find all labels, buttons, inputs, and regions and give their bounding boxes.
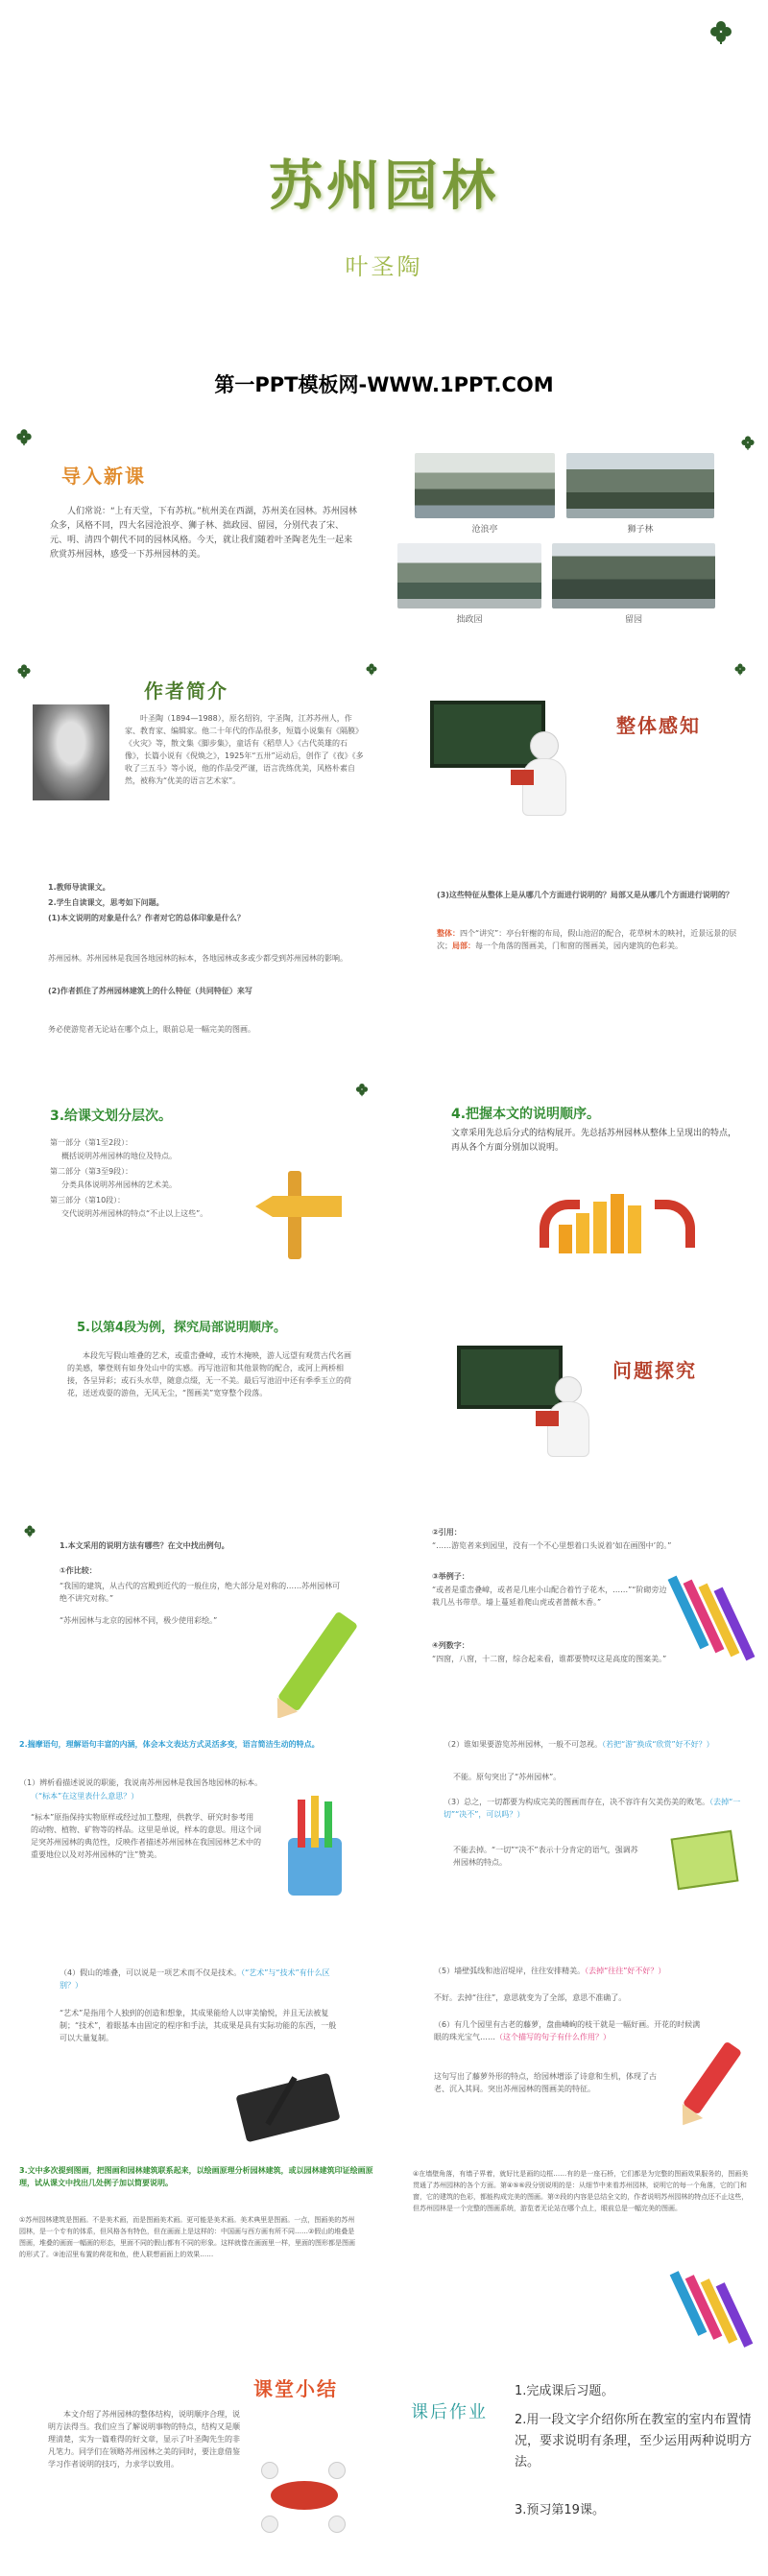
part-label: 第一部分（第1至2段）： xyxy=(50,1138,133,1147)
section-heading: 导入新课 xyxy=(61,465,146,488)
part-desc: 概括说明苏州园林的地位及特点。 xyxy=(61,1152,177,1160)
method-example: “或者是重峦叠嶂，或者是几座小山配合着竹子花木，……”“阶砌旁边栽几丛书带草。墙上蔓延着爬山虎或者蔷薇木香。” xyxy=(432,1586,667,1607)
garden-photo xyxy=(552,543,715,608)
sentence-text xyxy=(434,2018,703,2043)
watermark-text: 第一PPT模板网-WWW.1PPT.COM xyxy=(214,373,554,396)
question-text: 1.本文采用的说明方法有哪些？在文中找出例句。 xyxy=(60,1541,229,1550)
garden-photo xyxy=(415,453,555,518)
analysis-text: ①苏州园林建筑是图画。不是美术画，而是图画美术画。更可能是美术画。美术典里是图画。一点，图画美的苏州园林，是一个专有的体系，但风格各有特色，但在画面上是这样的：中国画与西方画有所不同……②假山的堆叠是图画，堆叠的画面一幅画的形态，里面不同的假山都有不同的形象。这样就像在画面里一样，里面的图形都是图画的形式了。③池沼里布置的荷花和鱼，使人联想画面上的效果…… xyxy=(19,2216,355,2258)
garden-photo xyxy=(566,453,714,518)
figure-body xyxy=(522,758,566,816)
analysis-text: ④在墙壁角落，有墙子界着，就好比是画的边框……有的是一座石桥，它们都是为完整的图画效果服务的，图画美贯通了苏州园林的各个方面。第④⑤⑥段分别说明的是：从细节中来看苏州园林，说明它的每一个角落，它的门和窗，它的建筑的色彩，都能构成完美的图画。第⑦段的内容是总结全文的，作者说明苏州园林的特点还不止这些，但苏州园林是一个完整的图画系统，游览者无论站在哪个点上，眼前总是一幅完美的图画。 xyxy=(413,2170,749,2212)
clover-icon xyxy=(741,436,754,448)
author-name: 叶圣陶 xyxy=(345,253,423,280)
section-heading: 课后作业 xyxy=(411,2402,488,2422)
clover-icon xyxy=(356,1084,368,1095)
answer-block xyxy=(437,927,739,952)
question-note: （“标本”在这里表什么意思？） xyxy=(31,1792,139,1801)
answer-text: 不好。去掉“往往”，意思就变为了全部，意思不准确了。 xyxy=(434,1993,627,2002)
notebook-icon xyxy=(671,1830,739,1890)
answer-label: 整体： xyxy=(437,929,460,938)
author-portrait xyxy=(33,704,109,800)
question-note: （“艺术”与“技术”有什么区别？） xyxy=(60,1968,330,1990)
answer-text: 每一个角落的图画美，门和窗的图画美，园内建筑的色彩美。 xyxy=(475,942,683,950)
question-note: （这个描写的句子有什么作用？） xyxy=(495,2033,611,2041)
answer-text: 苏州园林。苏州园林是我国各地园林的标本，各地园林或多或少都受到苏州园林的影响。 xyxy=(48,954,348,963)
paragraph-analysis: 本段先写假山堆叠的艺术，或重峦叠嶂，或竹木掩映，游人远望有观赏古代名画的美感，攀登则有如身处山中的实感。再写池沼和其他景物的配合，或河上两桥相接，各呈异彩；或石头水草，随意点缀，无一不美。最后写池沼中还有季季玉立的荷花，送送戏耍的游鱼，无风无尘，“图画美”宽穿整个段落。 xyxy=(67,1351,351,1397)
question-text: (2)作者抓住了苏州园林建筑上的什么特征（共同特征）来写 xyxy=(48,987,252,995)
photo-caption: 留园 xyxy=(624,615,642,625)
figure-person xyxy=(530,731,559,760)
answer-text: 这句写出了藤萝外形的特点，给园林增添了诗意和生机，体现了古老、沉入其间。突出苏州园林的图画美的特征。 xyxy=(434,2072,657,2093)
sentence-text xyxy=(60,1967,338,1992)
task-heading: 3.文中多次提到图画，把图画和园林建筑联系起来，以绘画原理分析园林建筑，或以园林建筑印证绘画原理，试从课文中找出几处例子加以简要说明。 xyxy=(19,2166,373,2187)
part-desc: 交代说明苏州园林的特点“不止以上这些”。 xyxy=(61,1209,208,1218)
chalkboard-figure xyxy=(430,701,545,768)
part-label: 第二部分（第3至9段）： xyxy=(50,1167,133,1176)
answer-text: 四个“讲究”：亭台轩榭的布局，假山池沼的配合，花草树木的映衬，近景远景的层次； xyxy=(437,929,737,950)
method-example: “我国的建筑，从古代的宫殿到近代的一般住房，绝大部分是对称的……苏州园林可绝不讲究对称。” xyxy=(60,1582,341,1603)
question-text: (3)这些特征从整体上是从哪几个方面进行说明的？局部又是从哪几个方面进行说明的？ xyxy=(437,891,733,899)
slide-intro xyxy=(0,422,768,653)
question-text: (1)本文说明的对象是什么？作者对它的总体印象是什么？ xyxy=(48,914,245,922)
sentence-main: （3）总之，一切都要为构成完美的图画而存在，决不容许有欠美伤美的败笔。 xyxy=(444,1798,710,1806)
photo-caption: 拙政园 xyxy=(456,615,483,625)
arrow-red xyxy=(540,1200,580,1248)
sentence-text xyxy=(434,1965,703,1977)
book-icon xyxy=(511,770,534,785)
answer-text: 不能去掉。“一切”“决不”表示十分肯定的语气，强调苏州园林的特点。 xyxy=(453,1846,638,1867)
method-label: ③举例子： xyxy=(432,1572,469,1581)
sentence-main: （2）谁如果要游览苏州园林，一般不可忽视。 xyxy=(444,1740,603,1749)
slide-author xyxy=(0,655,394,856)
section-heading: 5.以第4段为例，探究局部说明顺序。 xyxy=(77,1321,287,1335)
section-heading: 课堂小结 xyxy=(253,2377,338,2400)
method-example: “苏州园林与北京的园林不同，极少使用彩绘。” xyxy=(60,1616,218,1625)
pencils-icon xyxy=(684,1574,751,1670)
part-label: 第三部分（第10段）： xyxy=(50,1196,126,1205)
sentence-main: （5）墙壁弧线和池沼堤岸，往往安排精美。 xyxy=(434,1967,586,1975)
sentence-main: （6）有几个园里有古老的藤萝，盘曲嶙峋的枝干就是一幅好画。开花的时候满眼的珠光宝气…… xyxy=(434,2020,701,2041)
slide-painting-2 xyxy=(396,2155,768,2356)
question-note: （去掉“往往”好不好？） xyxy=(585,1967,666,1975)
analysis-text: “艺术”是指用个人独到的创造和想象，其成果能给人以审美愉悦，并且无法被复制；“技术”，着眼基本由固定的程序和手法，其成果是具有实际功能的东西，一般可以大量复制。 xyxy=(60,2009,337,2042)
slide-language-3 xyxy=(0,1944,389,2145)
slide-questions-2 xyxy=(398,864,768,1056)
slide-local-order xyxy=(0,1296,389,1497)
slide-order xyxy=(396,1075,768,1276)
photo-caption: 沧浪亭 xyxy=(471,525,498,535)
slide-language-1 xyxy=(0,1723,389,1924)
slide-questions-1 xyxy=(0,864,389,1056)
pencil-in-cup xyxy=(298,1800,305,1848)
author-bio: 叶圣陶（1894—1988），原名绍钧，字圣陶，江苏苏州人，作家、教育家、编辑家。他二十年代的作品很多，短篇小说集有《隔膜》《火灾》等，散文集《脚步集》，童话有《稻草人》《古代英雄的石像》，长篇小说有《倪焕之》，1925年“五卅”运动后，创作了《夜》《多收了三五斗》等小说，他的作品受严谨，语言洗练优美，风格朴素自然，被称为“优美的语言艺术家”。 xyxy=(125,714,364,785)
sentence-main: （4）假山的堆叠，可以说是一项艺术而不仅是技术。 xyxy=(60,1968,242,1977)
clover-icon xyxy=(710,21,732,42)
page-title: 苏州园林 xyxy=(269,155,499,218)
question-note: （若把“游”换成“欣赏”好不好？） xyxy=(602,1740,714,1749)
clover-icon xyxy=(16,429,31,443)
chalkboard-figure xyxy=(457,1346,563,1409)
pencil-icon xyxy=(683,2040,742,2114)
order-text: 文章采用先总后分式的结构展开。先总括苏州园林从整体上呈现出的特点，再从各个方面分别加以说明。 xyxy=(451,1129,737,1153)
homework-item: 3.预习第19课。 xyxy=(515,2503,605,2517)
section-heading: 4.把握本文的说明顺序。 xyxy=(451,1107,601,1122)
homework-item: 1.完成课后习题。 xyxy=(515,2384,614,2398)
question-note: （去掉“一切”“决不”，可以吗？） xyxy=(444,1798,741,1819)
method-example: “四窗，八窗，十二窗，综合起来看，谁都要赞叹这是高度的图案美。” xyxy=(432,1655,667,1663)
section-heading: 3.给课文划分层次。 xyxy=(50,1109,173,1124)
slide-language-2 xyxy=(396,1723,768,1924)
summary-text: 本文介绍了苏州园林的整体结构，说明顺序合理，说明方法得当。我们应当了解说明事物的特点，结构又是顺理清楚，实为一篇难得的好文章，显示了叶圣陶先生的非凡笔力。同学们在领略苏州园林之美的同时，要注意借鉴学习作者说明的技巧，力求学以致用。 xyxy=(48,2410,240,2469)
sentence-text xyxy=(444,1796,751,1821)
section-heading: 作者简介 xyxy=(144,680,228,703)
figure-body xyxy=(547,1401,589,1457)
clover-icon xyxy=(25,1526,36,1537)
method-label: ①作比较： xyxy=(60,1566,97,1575)
slide-overview xyxy=(396,655,768,856)
pencil-in-cup xyxy=(324,1801,332,1848)
slide-inquiry xyxy=(396,1296,768,1497)
homework-item: 2.用一段文字介绍你所在教室的室内布置情况，要求说明有条理，至少运用两种说明方法。 xyxy=(515,2413,753,2469)
intro-text: 人们常说：“上有天堂，下有苏杭。”杭州美在西湖，苏州美在园林。苏州园林众多，风格不同，四大名园沧浪亭、狮子林、拙政园、留园，分别代表了宋、元、明、清四个朝代不同的园林风格。今天，就让我们随着叶圣陶老先生一起来欣赏苏州园林，感受一下苏州园林的美。 xyxy=(50,507,357,560)
method-label: ②引用： xyxy=(432,1528,462,1537)
clover-icon xyxy=(17,664,30,677)
answer-text: 不能。原句突出了“苏州园林”。 xyxy=(453,1773,562,1781)
slide-methods-2 xyxy=(396,1516,768,1718)
photo-caption: 狮子林 xyxy=(627,525,654,535)
method-label: ④列数字： xyxy=(432,1641,469,1650)
answer-text: 务必使游览者无论站在哪个点上，眼前总是一幅完美的图画。 xyxy=(48,1025,255,1034)
task-heading: 2.揣摩语句，理解语句丰富的内涵，体会本文表达方式灵活多变，语言简洁生动的特点。 xyxy=(19,1740,320,1749)
slide-language-4 xyxy=(396,1944,768,2145)
signpost-arrow xyxy=(255,1196,342,1217)
sentence-text xyxy=(444,1738,751,1751)
section-heading: 整体感知 xyxy=(616,714,701,737)
clover-icon xyxy=(367,664,377,675)
answer-label: 局部： xyxy=(452,942,475,950)
slide-homework xyxy=(396,2366,768,2567)
meeting-graphic xyxy=(252,2443,357,2548)
pencil-in-cup xyxy=(311,1796,319,1848)
clover-icon xyxy=(735,664,746,675)
book-icon xyxy=(536,1411,559,1426)
question-label: 2.学生自读课文，思考如下问题。 xyxy=(48,898,164,907)
pencils-icon xyxy=(684,2270,751,2347)
question-label: 1.教师导读课文。 xyxy=(48,883,110,892)
garden-photo xyxy=(397,543,541,608)
slide-painting-1 xyxy=(0,2155,389,2356)
slide-summary xyxy=(0,2366,389,2567)
slide-structure xyxy=(0,1075,389,1276)
sentence-text: （1）辨析看描述说说的职能，我说南苏州园林是我国各地园林的标本。 xyxy=(19,1778,263,1787)
method-example: “……游览者来到园里，没有一个不心里想着口头说着‘如在画图中’的。” xyxy=(432,1541,672,1550)
section-heading: 问题探究 xyxy=(612,1359,697,1382)
slide-title xyxy=(0,0,768,432)
figure-person xyxy=(555,1376,582,1403)
part-desc: 分类具体说明苏州园林的艺术美。 xyxy=(61,1181,177,1189)
analysis-text: “标本”原指保持实物原样或经过加工整理，供教学、研究时参考用的动物、植物、矿物等的样品。这里是单说，样本的意思。用这个词足突苏州园林的典范性，反映作者描述苏州园林在我国园林艺术中的重要地位以及对苏州园林的“注”赞美。 xyxy=(31,1813,261,1859)
slide-methods-1 xyxy=(0,1516,389,1718)
arrow-red xyxy=(655,1200,695,1248)
